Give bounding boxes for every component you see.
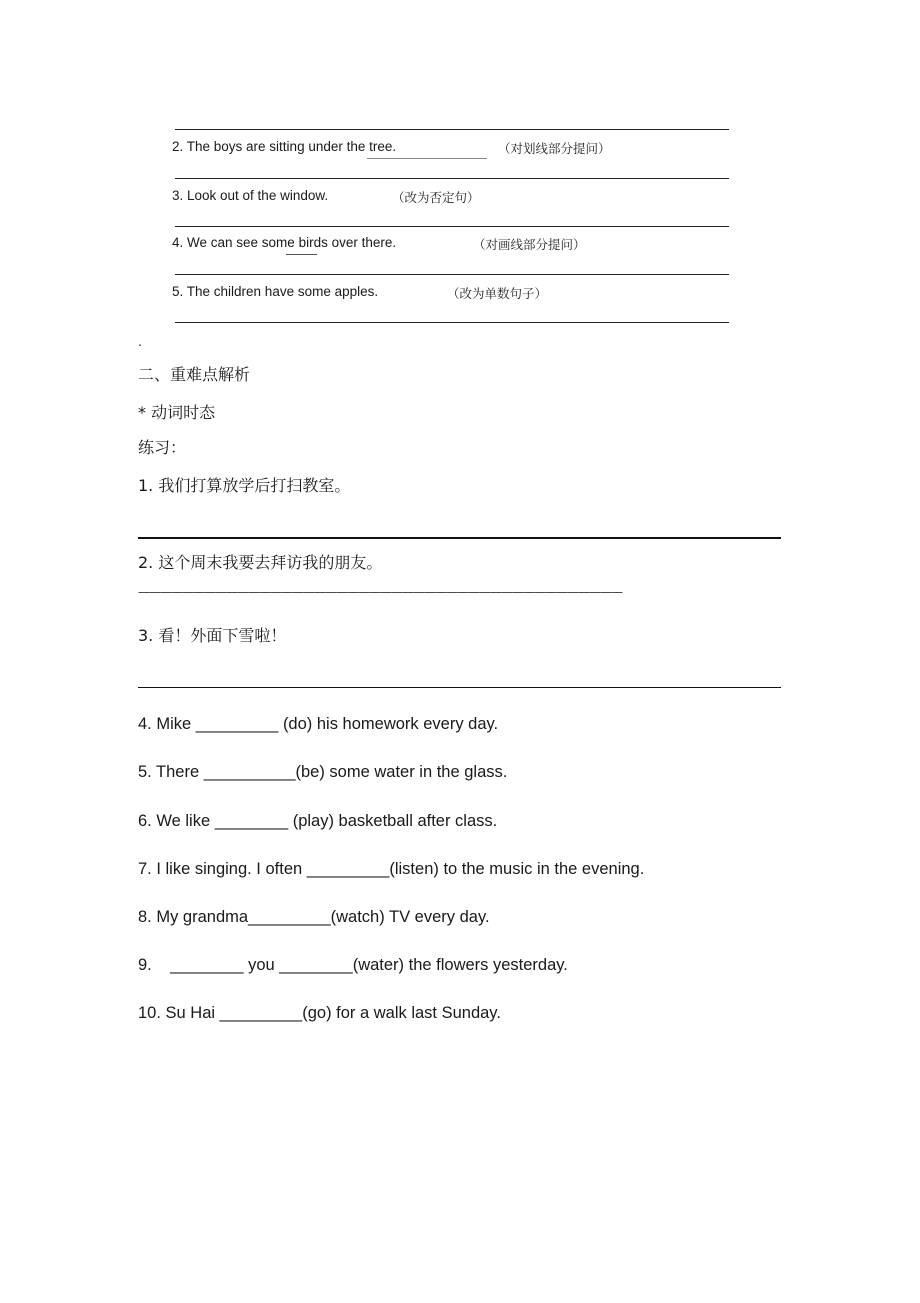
exercise-item: 5. The children have some apples. — [172, 284, 379, 299]
answer-line[interactable] — [175, 274, 729, 275]
instruction-hint: （改为单数句子） — [447, 286, 548, 301]
answer-line[interactable] — [175, 322, 729, 323]
exercise-item: 3. Look out of the window. — [172, 188, 329, 203]
instruction-hint: （对画线部分提问） — [473, 237, 586, 252]
instruction-hint: （对划线部分提问） — [498, 141, 611, 156]
fill-blank-item[interactable]: 6. We like ________ (play) basketball after class. — [138, 812, 498, 830]
fill-blank-item[interactable]: 8. My grandma_________(watch) TV every day. — [138, 908, 490, 926]
fill-blank-item[interactable]: 5. There __________(be) some water in the glass. — [138, 763, 508, 781]
answer-line[interactable] — [175, 129, 729, 130]
fill-blank-item[interactable]: 7. I like singing. I often _________(listen) to the music in the evening. — [138, 860, 645, 878]
topic-bullet: * 动词时态 — [138, 403, 216, 422]
fill-blank-item[interactable]: 4. Mike _________ (do) his homework every day. — [138, 715, 499, 733]
answer-line[interactable] — [175, 178, 729, 179]
answer-underline — [286, 254, 317, 255]
practice-label: 练习： — [138, 438, 187, 457]
translation-item: 1. 我们打算放学后打扫教室。 — [138, 476, 351, 495]
section-heading: 二、重难点解析 — [138, 365, 251, 384]
translation-item: 2. 这个周末我要去拜访我的朋友。 — [138, 553, 383, 572]
answer-underline — [367, 158, 487, 159]
fill-blank-item[interactable]: 10. Su Hai _________(go) for a walk last Sunday. — [138, 1004, 501, 1022]
dot-marker: . — [138, 333, 142, 349]
exercise-item: 4. We can see some birds over there. — [172, 235, 397, 250]
answer-line[interactable] — [138, 687, 781, 688]
translation-item: 3. 看！外面下雪啦！ — [138, 626, 287, 645]
answer-line[interactable] — [175, 226, 729, 227]
fill-blank-item[interactable]: 9. ________ you ________(water) the flowers yesterday. — [138, 956, 568, 974]
dashed-answer-line[interactable]: ———————————————————————————————————————————— — [138, 585, 622, 599]
answer-line[interactable] — [138, 537, 781, 539]
instruction-hint: （改为否定句） — [392, 190, 480, 205]
exercise-item: 2. The boys are sitting under the tree. — [172, 139, 397, 154]
